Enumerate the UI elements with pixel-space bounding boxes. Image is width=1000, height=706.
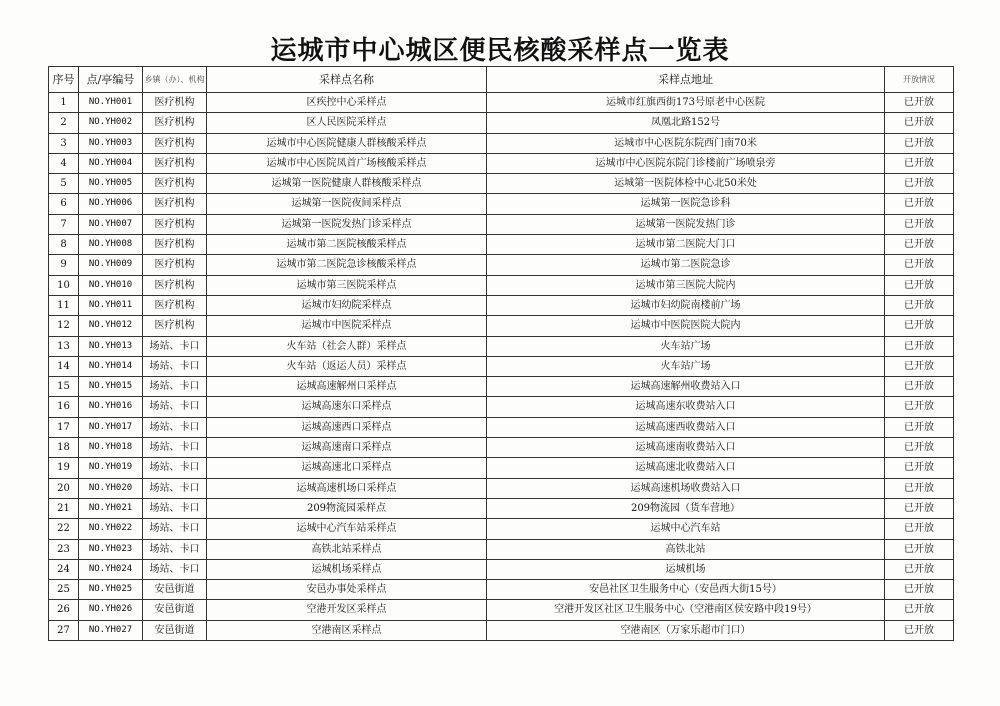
cell-name: 运城高速解州口采样点 xyxy=(207,377,487,397)
cell-status: 已开放 xyxy=(885,620,954,640)
cell-code: NO.YH001 xyxy=(79,93,143,113)
cell-seq: 17 xyxy=(49,417,79,437)
table-row xyxy=(49,174,954,194)
cell-address: 安邑社区卫生服务中心（安邑西大街15号） xyxy=(487,580,885,600)
cell-town: 医疗机构 xyxy=(143,214,207,234)
cell-code: NO.YH018 xyxy=(79,438,143,458)
cell-seq: 18 xyxy=(49,438,79,458)
cell-name: 空港南区采样点 xyxy=(207,620,487,640)
cell-town: 医疗机构 xyxy=(143,153,207,173)
table-row xyxy=(49,255,954,275)
cell-name: 运城市第三医院采样点 xyxy=(207,275,487,295)
cell-status: 已开放 xyxy=(885,377,954,397)
cell-seq: 2 xyxy=(49,113,79,133)
cell-name: 安邑办事处采样点 xyxy=(207,580,487,600)
table-row xyxy=(49,397,954,417)
cell-status: 已开放 xyxy=(885,194,954,214)
cell-name: 运城市中心医院凤首广场核酸采样点 xyxy=(207,153,487,173)
cell-address: 运城高速东收费站入口 xyxy=(487,397,885,417)
cell-seq: 1 xyxy=(49,93,79,113)
cell-seq: 5 xyxy=(49,174,79,194)
cell-code: NO.YH003 xyxy=(79,133,143,153)
cell-status: 已开放 xyxy=(885,93,954,113)
cell-address: 运城市第三医院大院内 xyxy=(487,275,885,295)
header-seq: 序号 xyxy=(49,67,79,93)
cell-name: 运城市第二医院核酸采样点 xyxy=(207,235,487,255)
cell-code: NO.YH008 xyxy=(79,235,143,255)
table-row xyxy=(49,580,954,600)
cell-name: 运城市妇幼院采样点 xyxy=(207,295,487,315)
cell-town: 医疗机构 xyxy=(143,174,207,194)
cell-seq: 27 xyxy=(49,620,79,640)
cell-name: 运城市中医院采样点 xyxy=(207,316,487,336)
cell-town: 场站、卡口 xyxy=(143,438,207,458)
cell-code: NO.YH019 xyxy=(79,458,143,478)
cell-seq: 10 xyxy=(49,275,79,295)
cell-name: 运城第一医院健康人群核酸采样点 xyxy=(207,174,487,194)
cell-name: 区人民医院采样点 xyxy=(207,113,487,133)
cell-town: 场站、卡口 xyxy=(143,519,207,539)
cell-seq: 12 xyxy=(49,316,79,336)
cell-town: 场站、卡口 xyxy=(143,417,207,437)
table-row xyxy=(49,275,954,295)
cell-status: 已开放 xyxy=(885,235,954,255)
cell-address: 运城机场 xyxy=(487,559,885,579)
cell-town: 场站、卡口 xyxy=(143,397,207,417)
cell-code: NO.YH006 xyxy=(79,194,143,214)
cell-address: 209物流园（货车营地） xyxy=(487,498,885,518)
cell-code: NO.YH011 xyxy=(79,295,143,315)
cell-town: 场站、卡口 xyxy=(143,458,207,478)
table-row xyxy=(49,194,954,214)
cell-seq: 9 xyxy=(49,255,79,275)
cell-seq: 16 xyxy=(49,397,79,417)
cell-code: NO.YH005 xyxy=(79,174,143,194)
cell-name: 高铁北站采样点 xyxy=(207,539,487,559)
table-header-row xyxy=(49,67,954,93)
cell-status: 已开放 xyxy=(885,214,954,234)
cell-seq: 25 xyxy=(49,580,79,600)
header-name: 采样点名称 xyxy=(207,67,487,93)
cell-address: 运城市妇幼院南楼前广场 xyxy=(487,295,885,315)
table-row xyxy=(49,153,954,173)
cell-name: 火车站（社会人群）采样点 xyxy=(207,336,487,356)
header-town: 乡镇（办）、机构 xyxy=(143,67,207,93)
cell-status: 已开放 xyxy=(885,113,954,133)
table-row xyxy=(49,620,954,640)
cell-seq: 15 xyxy=(49,377,79,397)
cell-status: 已开放 xyxy=(885,580,954,600)
page-title: 运城市中心城区便民核酸采样点一览表 xyxy=(270,36,730,66)
cell-code: NO.YH021 xyxy=(79,498,143,518)
cell-status: 已开放 xyxy=(885,336,954,356)
cell-seq: 26 xyxy=(49,600,79,620)
cell-town: 医疗机构 xyxy=(143,255,207,275)
cell-name: 运城高速西口采样点 xyxy=(207,417,487,437)
cell-address: 空港南区（万家乐超市门口） xyxy=(487,620,885,640)
cell-name: 运城机场采样点 xyxy=(207,559,487,579)
cell-code: NO.YH025 xyxy=(79,580,143,600)
cell-address: 运城中心汽车站 xyxy=(487,519,885,539)
cell-code: NO.YH024 xyxy=(79,559,143,579)
cell-town: 场站、卡口 xyxy=(143,559,207,579)
cell-code: NO.YH014 xyxy=(79,356,143,376)
sampling-points-table xyxy=(48,66,954,641)
cell-address: 运城第一医院急诊科 xyxy=(487,194,885,214)
cell-town: 场站、卡口 xyxy=(143,377,207,397)
cell-status: 已开放 xyxy=(885,417,954,437)
table-row xyxy=(49,600,954,620)
cell-town: 场站、卡口 xyxy=(143,356,207,376)
cell-seq: 19 xyxy=(49,458,79,478)
cell-code: NO.YH016 xyxy=(79,397,143,417)
table-row xyxy=(49,235,954,255)
cell-status: 已开放 xyxy=(885,458,954,478)
cell-address: 运城高速机场收费站入口 xyxy=(487,478,885,498)
cell-code: NO.YH027 xyxy=(79,620,143,640)
table-row xyxy=(49,417,954,437)
cell-code: NO.YH007 xyxy=(79,214,143,234)
table-row xyxy=(49,519,954,539)
cell-seq: 14 xyxy=(49,356,79,376)
cell-seq: 21 xyxy=(49,498,79,518)
cell-status: 已开放 xyxy=(885,519,954,539)
cell-code: NO.YH026 xyxy=(79,600,143,620)
cell-name: 运城第一医院发热门诊采样点 xyxy=(207,214,487,234)
cell-code: NO.YH020 xyxy=(79,478,143,498)
table-row xyxy=(49,478,954,498)
cell-town: 医疗机构 xyxy=(143,235,207,255)
table-row xyxy=(49,133,954,153)
cell-name: 运城市中心医院健康人群核酸采样点 xyxy=(207,133,487,153)
cell-status: 已开放 xyxy=(885,438,954,458)
cell-address: 凤凰北路152号 xyxy=(487,113,885,133)
cell-address: 火车站广场 xyxy=(487,336,885,356)
cell-code: NO.YH022 xyxy=(79,519,143,539)
cell-status: 已开放 xyxy=(885,498,954,518)
cell-status: 已开放 xyxy=(885,133,954,153)
cell-status: 已开放 xyxy=(885,275,954,295)
table-row xyxy=(49,498,954,518)
cell-status: 已开放 xyxy=(885,356,954,376)
cell-code: NO.YH002 xyxy=(79,113,143,133)
cell-status: 已开放 xyxy=(885,174,954,194)
cell-address: 运城市第二医院大门口 xyxy=(487,235,885,255)
cell-address: 火车站广场 xyxy=(487,356,885,376)
cell-address: 运城市红旗西街173号原老中心医院 xyxy=(487,93,885,113)
cell-seq: 8 xyxy=(49,235,79,255)
cell-address: 运城高速西收费站入口 xyxy=(487,417,885,437)
cell-town: 安邑街道 xyxy=(143,580,207,600)
table-row xyxy=(49,93,954,113)
cell-seq: 4 xyxy=(49,153,79,173)
cell-town: 安邑街道 xyxy=(143,620,207,640)
cell-address: 运城高速北收费站入口 xyxy=(487,458,885,478)
cell-seq: 11 xyxy=(49,295,79,315)
cell-status: 已开放 xyxy=(885,153,954,173)
cell-address: 运城第一医院体检中心北50米处 xyxy=(487,174,885,194)
table-row xyxy=(49,214,954,234)
cell-address: 运城市中心医院东院西门南70米 xyxy=(487,133,885,153)
cell-status: 已开放 xyxy=(885,478,954,498)
cell-name: 运城高速机场口采样点 xyxy=(207,478,487,498)
cell-town: 医疗机构 xyxy=(143,275,207,295)
cell-name: 运城第一医院夜间采样点 xyxy=(207,194,487,214)
table-row xyxy=(49,377,954,397)
cell-town: 场站、卡口 xyxy=(143,336,207,356)
cell-status: 已开放 xyxy=(885,600,954,620)
cell-name: 火车站（返运人员）采样点 xyxy=(207,356,487,376)
header-status: 开放情况 xyxy=(885,67,954,93)
cell-code: NO.YH012 xyxy=(79,316,143,336)
cell-town: 医疗机构 xyxy=(143,113,207,133)
cell-name: 运城高速北口采样点 xyxy=(207,458,487,478)
cell-name: 空港开发区采样点 xyxy=(207,600,487,620)
cell-town: 医疗机构 xyxy=(143,316,207,336)
cell-name: 运城中心汽车站采样点 xyxy=(207,519,487,539)
table-row xyxy=(49,113,954,133)
cell-town: 场站、卡口 xyxy=(143,478,207,498)
cell-address: 运城市中心医院东院门诊楼前广场喷泉旁 xyxy=(487,153,885,173)
cell-code: NO.YH004 xyxy=(79,153,143,173)
cell-seq: 20 xyxy=(49,478,79,498)
cell-code: NO.YH010 xyxy=(79,275,143,295)
cell-code: NO.YH013 xyxy=(79,336,143,356)
cell-town: 场站、卡口 xyxy=(143,498,207,518)
table-row xyxy=(49,458,954,478)
cell-status: 已开放 xyxy=(885,255,954,275)
cell-seq: 3 xyxy=(49,133,79,153)
cell-address: 运城市中医院医院大院内 xyxy=(487,316,885,336)
cell-seq: 13 xyxy=(49,336,79,356)
cell-seq: 23 xyxy=(49,539,79,559)
table-row xyxy=(49,539,954,559)
cell-address: 空港开发区社区卫生服务中心（空港南区侯安路中段19号） xyxy=(487,600,885,620)
header-address: 采样点地址 xyxy=(487,67,885,93)
cell-code: NO.YH015 xyxy=(79,377,143,397)
table-row xyxy=(49,438,954,458)
cell-status: 已开放 xyxy=(885,316,954,336)
cell-name: 运城市第二医院急诊核酸采样点 xyxy=(207,255,487,275)
cell-name: 区疾控中心采样点 xyxy=(207,93,487,113)
cell-address: 运城高速南收费站入口 xyxy=(487,438,885,458)
header-code: 点/亭编号 xyxy=(79,67,143,93)
cell-town: 医疗机构 xyxy=(143,295,207,315)
table-row xyxy=(49,295,954,315)
cell-address: 运城高速解州收费站入口 xyxy=(487,377,885,397)
cell-status: 已开放 xyxy=(885,539,954,559)
cell-code: NO.YH023 xyxy=(79,539,143,559)
cell-name: 运城高速南口采样点 xyxy=(207,438,487,458)
cell-address: 运城第一医院发热门诊 xyxy=(487,214,885,234)
cell-status: 已开放 xyxy=(885,295,954,315)
cell-seq: 22 xyxy=(49,519,79,539)
table-body xyxy=(49,93,954,641)
cell-town: 安邑街道 xyxy=(143,600,207,620)
cell-seq: 7 xyxy=(49,214,79,234)
cell-code: NO.YH017 xyxy=(79,417,143,437)
table-row xyxy=(49,316,954,336)
cell-address: 高铁北站 xyxy=(487,539,885,559)
cell-address: 运城市第二医院急诊 xyxy=(487,255,885,275)
cell-seq: 24 xyxy=(49,559,79,579)
table-row xyxy=(49,336,954,356)
cell-town: 医疗机构 xyxy=(143,93,207,113)
cell-town: 医疗机构 xyxy=(143,194,207,214)
cell-name: 运城高速东口采样点 xyxy=(207,397,487,417)
cell-seq: 6 xyxy=(49,194,79,214)
cell-town: 场站、卡口 xyxy=(143,539,207,559)
cell-name: 209物流园采样点 xyxy=(207,498,487,518)
table-row xyxy=(49,356,954,376)
cell-status: 已开放 xyxy=(885,397,954,417)
cell-town: 医疗机构 xyxy=(143,133,207,153)
cell-status: 已开放 xyxy=(885,559,954,579)
table-row xyxy=(49,559,954,579)
cell-code: NO.YH009 xyxy=(79,255,143,275)
